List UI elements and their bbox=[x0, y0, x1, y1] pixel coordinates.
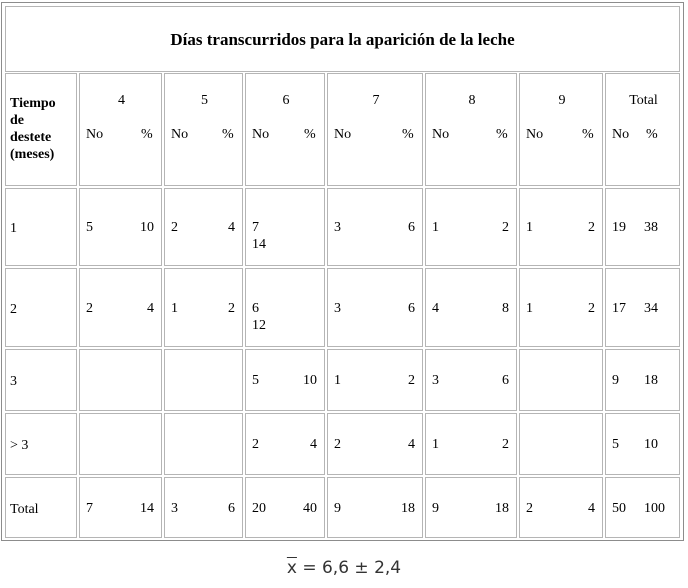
cell-count: 2 bbox=[334, 437, 341, 452]
cell-percent: 34 bbox=[644, 301, 658, 316]
table-row-label-cell bbox=[5, 477, 77, 538]
table-cell bbox=[605, 188, 680, 266]
row-header-cell bbox=[5, 73, 77, 186]
table-cell bbox=[605, 349, 680, 411]
x-bar-symbol: $\overline{x}$ bbox=[286, 558, 297, 578]
sub-header-pct: % bbox=[496, 127, 508, 142]
table-cell bbox=[164, 188, 243, 266]
sub-header-pct: % bbox=[582, 127, 594, 142]
table-cell bbox=[164, 413, 243, 475]
column-header-cell bbox=[425, 73, 517, 186]
cell-count: 2 bbox=[526, 501, 533, 516]
cell-percent: 2 bbox=[588, 301, 595, 316]
row-header-line-3: destete bbox=[10, 130, 52, 145]
sub-header-no: No bbox=[252, 127, 270, 142]
cell-count: 1 bbox=[171, 301, 178, 316]
sub-header-pct: % bbox=[304, 127, 316, 142]
table-cell bbox=[519, 268, 603, 347]
column-header-cell bbox=[519, 73, 603, 186]
cell-percent: 2 bbox=[502, 437, 509, 452]
table-cell bbox=[425, 188, 517, 266]
table-cell bbox=[605, 413, 680, 475]
cell-count: 50 bbox=[612, 501, 626, 516]
table-cell bbox=[519, 349, 603, 411]
table-row-label-cell bbox=[5, 349, 77, 411]
table-cell bbox=[79, 349, 162, 411]
column-header-cell bbox=[245, 73, 325, 186]
sub-header-pct: % bbox=[402, 127, 414, 142]
table-cell bbox=[164, 268, 243, 347]
sub-header-no: No bbox=[526, 127, 544, 142]
cell-count: 1 bbox=[526, 220, 533, 235]
cell-count: 2 bbox=[171, 220, 178, 235]
row-header-line-4: (meses) bbox=[10, 147, 55, 162]
mean-formula bbox=[0, 558, 688, 578]
cell-count: 5 bbox=[86, 220, 93, 235]
cell-count: 2 bbox=[252, 437, 259, 452]
column-header-label: 9 bbox=[558, 93, 566, 108]
sub-header-no: No bbox=[171, 127, 189, 142]
cell-count: 4 bbox=[432, 301, 439, 316]
cell-percent: 14 bbox=[140, 501, 154, 516]
table-cell bbox=[245, 413, 325, 475]
table-cell bbox=[79, 188, 162, 266]
table-row-label-cell bbox=[5, 188, 77, 266]
table-cell bbox=[425, 477, 517, 538]
cell-count: 1 bbox=[334, 373, 341, 388]
cell-percent: 4 bbox=[408, 437, 415, 452]
table-cell bbox=[245, 188, 325, 266]
table-cell bbox=[79, 477, 162, 538]
table-cell bbox=[327, 477, 423, 538]
table-cell bbox=[425, 268, 517, 347]
cell-count: 2 bbox=[86, 301, 93, 316]
sub-header-pct: % bbox=[222, 127, 234, 142]
row-label: 1 bbox=[10, 221, 17, 236]
cell-count: 7 bbox=[86, 501, 93, 516]
cell-percent: 2 bbox=[588, 220, 595, 235]
formula-value: = 6,6 ± 2,4 bbox=[296, 558, 402, 578]
sub-header-no: No bbox=[334, 127, 352, 142]
row-label: Total bbox=[10, 502, 39, 517]
table-cell bbox=[245, 268, 325, 347]
table-row-label-cell bbox=[5, 268, 77, 347]
cell-percent: 14 bbox=[252, 237, 266, 252]
cell-count: 3 bbox=[334, 220, 341, 235]
row-label: > 3 bbox=[10, 438, 29, 453]
sub-header-no: No bbox=[86, 127, 104, 142]
cell-count: 1 bbox=[432, 437, 439, 452]
cell-percent: 4 bbox=[147, 301, 154, 316]
row-label: 2 bbox=[10, 302, 17, 317]
cell-percent: 2 bbox=[228, 301, 235, 316]
table-cell bbox=[327, 413, 423, 475]
table-cell bbox=[425, 413, 517, 475]
table-cell bbox=[519, 477, 603, 538]
cell-count: 9 bbox=[334, 501, 341, 516]
cell-count: 7 bbox=[252, 220, 259, 235]
cell-percent: 12 bbox=[252, 318, 266, 333]
column-header-label: Total bbox=[629, 93, 658, 108]
column-header-label: 4 bbox=[118, 93, 125, 108]
table-cell bbox=[425, 349, 517, 411]
cell-percent: 6 bbox=[502, 373, 509, 388]
cell-percent: 18 bbox=[401, 501, 415, 516]
row-header-line-2: de bbox=[10, 113, 24, 128]
cell-percent: 100 bbox=[644, 501, 665, 516]
cell-count: 3 bbox=[432, 373, 439, 388]
sub-header-pct: % bbox=[141, 127, 153, 142]
table-title: Días transcurridos para la aparición de la leche bbox=[5, 6, 680, 72]
cell-percent: 10 bbox=[303, 373, 317, 388]
cell-count: 9 bbox=[612, 373, 619, 388]
cell-percent: 10 bbox=[644, 437, 658, 452]
table-cell bbox=[519, 413, 603, 475]
table-row-label-cell bbox=[5, 413, 77, 475]
cell-count: 1 bbox=[526, 301, 533, 316]
cell-percent: 6 bbox=[408, 220, 415, 235]
cell-count: 17 bbox=[612, 301, 626, 316]
cell-percent: 18 bbox=[495, 501, 509, 516]
column-header-label: 7 bbox=[372, 93, 380, 108]
table-cell bbox=[519, 188, 603, 266]
column-header-label: 5 bbox=[201, 93, 208, 108]
table-cell bbox=[164, 349, 243, 411]
cell-count: 5 bbox=[612, 437, 619, 452]
cell-count: 19 bbox=[612, 220, 626, 235]
cell-count: 6 bbox=[252, 301, 259, 316]
table-cell bbox=[605, 268, 680, 347]
cell-count: 3 bbox=[171, 501, 178, 516]
cell-percent: 4 bbox=[310, 437, 317, 452]
column-header-cell bbox=[327, 73, 423, 186]
table-cell bbox=[605, 477, 680, 538]
sub-header-no: No bbox=[432, 127, 450, 142]
row-header-line-1: Tiempo bbox=[10, 96, 56, 111]
table-cell bbox=[245, 349, 325, 411]
cell-percent: 8 bbox=[502, 301, 509, 316]
table-cell bbox=[79, 413, 162, 475]
column-header-cell bbox=[605, 73, 680, 186]
cell-percent: 6 bbox=[408, 301, 415, 316]
cell-percent: 4 bbox=[228, 220, 235, 235]
table-cell bbox=[245, 477, 325, 538]
cell-percent: 6 bbox=[228, 501, 235, 516]
row-label: 3 bbox=[10, 374, 17, 389]
cell-count: 9 bbox=[432, 501, 439, 516]
cell-count: 1 bbox=[432, 220, 439, 235]
cell-percent: 2 bbox=[408, 373, 415, 388]
column-header-cell bbox=[164, 73, 243, 186]
cell-percent: 40 bbox=[303, 501, 317, 516]
table-cell bbox=[327, 188, 423, 266]
cell-count: 3 bbox=[334, 301, 341, 316]
table-cell bbox=[327, 268, 423, 347]
column-header-cell bbox=[79, 73, 162, 186]
sub-header-pct: % bbox=[646, 127, 658, 142]
cell-percent: 18 bbox=[644, 373, 658, 388]
cell-percent: 2 bbox=[502, 220, 509, 235]
cell-count: 5 bbox=[252, 373, 259, 388]
column-header-label: 8 bbox=[468, 93, 476, 108]
table-cell bbox=[164, 477, 243, 538]
table-cell bbox=[327, 349, 423, 411]
cell-count: 20 bbox=[252, 501, 266, 516]
column-header-label: 6 bbox=[282, 93, 290, 108]
cell-percent: 4 bbox=[588, 501, 595, 516]
cell-percent: 38 bbox=[644, 220, 658, 235]
table-cell bbox=[79, 268, 162, 347]
cell-percent: 10 bbox=[140, 220, 154, 235]
sub-header-no: No bbox=[612, 127, 630, 142]
